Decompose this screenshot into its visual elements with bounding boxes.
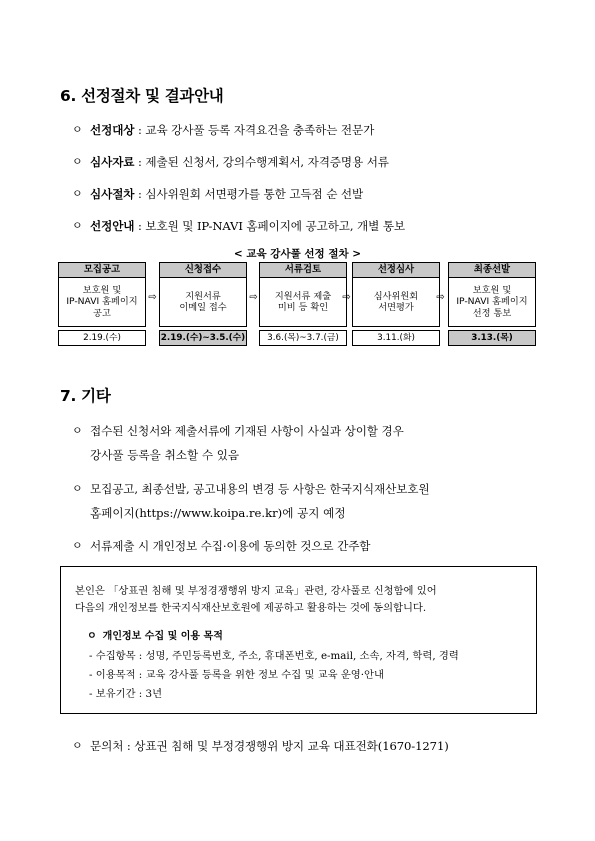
step-body <box>448 278 536 327</box>
step-header: 최종선발 <box>448 262 536 278</box>
step-header: 서류검토 <box>259 262 347 278</box>
step-date: 3.6.(목)~3.7.(금) <box>259 330 347 346</box>
bullet-label: 심사자료 <box>90 155 135 169</box>
bullet-mark: ㅇ <box>87 631 97 642</box>
consent-subheading-text: 개인정보 수집 및 이용 목적 <box>102 631 223 642</box>
bullet-mark: ㅇ <box>72 155 83 168</box>
bullet-text: : 보호원 및 IP-NAVI 홈페이지에 공고하고, 개별 통보 <box>134 219 406 233</box>
arrow-icon: ⇨ <box>148 292 157 303</box>
arrow-icon: ⇨ <box>342 292 351 303</box>
step-header: 신청접수 <box>159 262 247 278</box>
bullet-text: 모집공고, 최종선발, 공고내용의 변경 등 사항은 한국지식재산보호원 <box>90 482 430 496</box>
step-date: 2.19.(수)~3.5.(수) <box>159 330 247 346</box>
arrow-icon: ⇨ <box>436 292 445 303</box>
section-6-heading: 6. 선정절차 및 결과안내 <box>60 87 224 105</box>
consent-subheading <box>87 627 223 642</box>
bullet-text: 서류제출 시 개인정보 수집·이용에 동의한 것으로 간주함 <box>90 539 371 553</box>
bullet-text: : 심사위원회 서면평가를 통한 고득점 순 선발 <box>134 187 364 201</box>
bullet-mark: ㅇ <box>72 123 83 136</box>
bullet-mark: ㅇ <box>72 187 83 200</box>
step-line: 지원서류 제출 <box>274 290 332 302</box>
step-header: 선정심사 <box>352 262 440 278</box>
bullet-text: : 제출된 신청서, 강의수행계획서, 자격증명용 서류 <box>134 155 389 169</box>
bullet-label: 심사절차 <box>90 187 135 201</box>
step-line: IP-NAVI 홈페이지 <box>456 296 528 308</box>
step-body <box>352 278 440 327</box>
step-line: 미비 등 확인 <box>277 302 329 313</box>
bullet-continuation: 강사풀 등록을 취소할 수 있음 <box>90 448 240 462</box>
bullet-text: 접수된 신청서와 제출서류에 기재된 사항이 사실과 상이할 경우 <box>90 424 404 438</box>
step-line: 보호원 및 <box>472 284 512 296</box>
consent-item-purpose: - 이용목적 : 교육 강사풀 등록을 위한 정보 수집 및 교육 운영·안내 <box>89 669 384 681</box>
consent-intro-line: 다음의 개인정보를 한국지식재산보호원에 제공하고 활용하는 것에 동의합니다. <box>75 602 427 614</box>
bullet-continuation: 홈페이지(https://www.koipa.re.kr)에 공지 예정 <box>90 506 346 520</box>
process-step-application <box>159 262 247 346</box>
step-body <box>159 278 247 327</box>
step-date: 3.11.(화) <box>352 330 440 346</box>
consent-intro-line: 본인은 「상표권 침해 및 부정경쟁행위 방지 교육」관련, 강사풀로 신청함에 있어 <box>75 585 437 597</box>
process-step-document-review <box>259 262 347 346</box>
step-line: 선정 통보 <box>472 307 512 319</box>
bullet-label: 선정대상 <box>90 123 135 137</box>
process-title: < 교육 강사풀 선정 절차 > <box>233 248 362 260</box>
bullet-mark: ㅇ <box>72 219 83 232</box>
step-date: 3.13.(목) <box>448 330 536 346</box>
section-7-heading: 7. 기타 <box>60 387 111 405</box>
step-date: 2.19.(수) <box>58 330 146 346</box>
privacy-consent-box <box>60 566 537 714</box>
bullet-text: : 교육 강사풀 등록 자격요건을 충족하는 전문가 <box>134 123 375 137</box>
step-line: 심사위원회 <box>373 290 419 302</box>
bullet-mark: ㅇ <box>72 739 83 752</box>
bullet-mark: ㅇ <box>72 539 83 552</box>
process-step-announcement <box>58 262 146 346</box>
step-line: IP-NAVI 홈페이지 <box>66 296 138 308</box>
bullet-mark: ㅇ <box>72 482 83 495</box>
arrow-icon: ⇨ <box>249 292 258 303</box>
step-line: 지원서류 <box>185 290 221 302</box>
step-header: 모집공고 <box>58 262 146 278</box>
step-line: 공고 <box>93 307 111 319</box>
consent-item-retention: - 보유기간 : 3년 <box>89 688 163 700</box>
step-body <box>259 278 347 327</box>
bullet-label: 선정안내 <box>90 219 135 233</box>
bullet-mark: ㅇ <box>72 424 83 437</box>
consent-item-collected-fields: - 수집항목 : 성명, 주민등록번호, 주소, 휴대폰번호, e-mail, 소속, 자격, 학력, 경력 <box>89 650 459 662</box>
step-line: 이메일 접수 <box>179 302 227 313</box>
process-step-final-selection <box>448 262 536 346</box>
consent-intro <box>75 583 437 617</box>
step-line: 서면평가 <box>378 302 414 313</box>
process-step-screening <box>352 262 440 346</box>
step-line: 보호원 및 <box>82 284 122 296</box>
step-body <box>58 278 146 327</box>
bullet-text: 문의처 : 상표권 침해 및 부정경쟁행위 방지 교육 대표전화(1670-1271) <box>90 739 449 753</box>
